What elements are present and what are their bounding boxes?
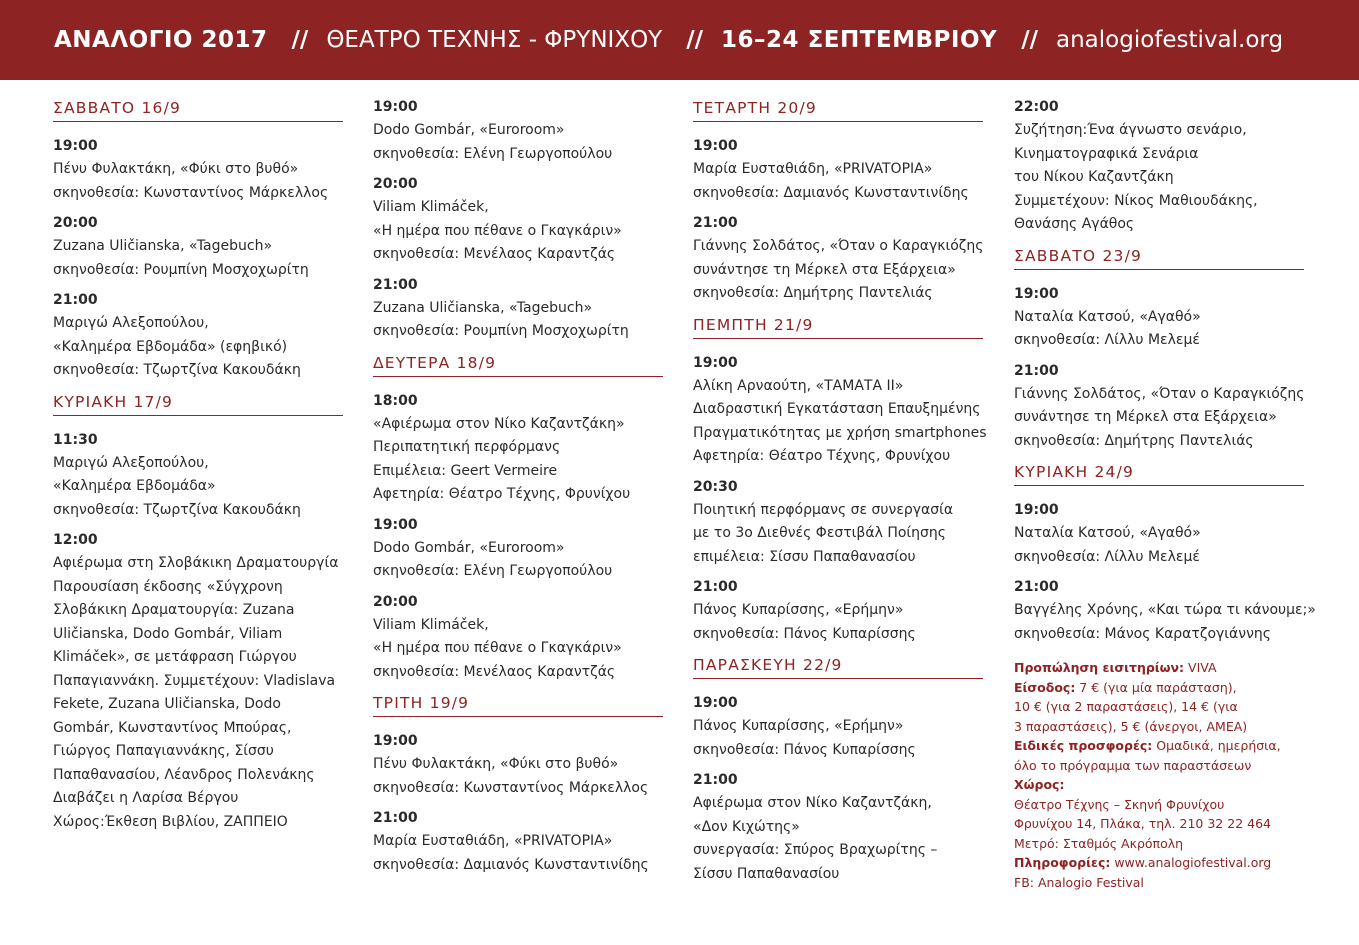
day-events — [373, 389, 663, 685]
event-entry — [53, 428, 343, 523]
ticket-key: Πληροφορίες: — [1014, 855, 1111, 870]
event-detail: «Καλημέρα Εβδομάδα» — [53, 478, 216, 494]
ticket-text: www.analogiofestival.org — [1110, 855, 1272, 870]
event-time: 19:00 — [1014, 285, 1059, 302]
event-entry — [373, 513, 663, 584]
day-events — [53, 428, 343, 835]
event-time: 19:00 — [1014, 502, 1059, 518]
event-detail: Γιώργος Παπαγιαννάκης, Σίσσυ — [53, 743, 274, 759]
ticket-line — [1014, 795, 1304, 815]
day-events — [373, 729, 663, 877]
event-detail: Αφιέρωμα στη Σλοβάκικη Δραματουργία — [53, 555, 339, 571]
event-detail: συνεργασία: Σπύρος Βραχωρίτης – — [693, 842, 938, 858]
ticket-line — [1014, 775, 1304, 795]
event-entry — [53, 528, 343, 834]
ticket-text: Φρυνίχου 14, Πλάκα, τηλ. 210 32 22 464 — [1014, 816, 1271, 831]
event-detail: Γιάννης Σολδάτος, «Όταν ο Καραγκιόζης — [693, 238, 984, 254]
event-entry — [693, 134, 983, 205]
day-events — [373, 95, 663, 344]
event-detail: Πάνος Κυπαρίσσης, «Ερήμην» — [693, 602, 904, 618]
day-events — [53, 134, 343, 383]
day-events — [1014, 498, 1316, 646]
theatre-name: ΘΕΑΤΡΟ ΤΕΧΝΗΣ - ΦΡΥΝΙΧΟΥ — [326, 27, 663, 53]
event-detail: Σλοβάκικη Δραματουργία: Zuzana — [53, 602, 295, 618]
event-detail: Θανάσης Αγάθος — [1014, 216, 1135, 232]
day-heading: ΚΥΡΙΑΚΗ 24/9 — [1014, 459, 1304, 486]
ticket-key: Ειδικές προσφορές: — [1014, 738, 1153, 753]
event-detail: «Η ημέρα που πέθανε ο Γκαγκάριν» — [373, 222, 622, 239]
event-detail: σκηνοθεσία: Κωνσταντίνος Μάρκελλος — [373, 779, 649, 796]
event-detail: Διαδραστική Εγκατάσταση Επαυξημένης — [693, 401, 981, 417]
day-events — [693, 691, 983, 886]
ticket-line — [1014, 814, 1304, 834]
ticket-text: Θέατρο Τέχνης – Σκηνή Φρυνίχου — [1014, 796, 1225, 812]
event-detail: με το 3ο Διεθνές Φεστιβάλ Ποίησης — [693, 525, 946, 541]
event-time: 19:00 — [693, 695, 738, 711]
event-entry — [53, 211, 343, 282]
event-detail: Σίσσυ Παπαθανασίου — [693, 865, 840, 882]
day-events — [693, 134, 983, 306]
ticket-text: 10 € (για 2 παραστάσεις), 14 € (για — [1014, 699, 1238, 714]
day-heading: ΠΑΡΑΣΚΕΥΗ 22/9 — [693, 652, 983, 679]
event-detail: Ποιητική περφόρμανς σε συνεργασία — [693, 501, 954, 518]
ticket-info — [1014, 658, 1304, 892]
event-detail: Γιάννης Σολδάτος, «Όταν ο Καραγκιόζης — [1014, 385, 1305, 402]
event-time: 21:00 — [693, 215, 738, 231]
event-time: 21:00 — [1014, 579, 1059, 595]
ticket-line — [1014, 756, 1304, 776]
event-detail: Κινηματογραφικά Σενάρια — [1014, 145, 1199, 162]
event-detail: σκηνοθεσία: Δημήτρης Παντελιάς — [1014, 432, 1254, 449]
event-time: 12:00 — [53, 532, 98, 548]
event-entry — [1014, 282, 1304, 353]
event-entry — [373, 806, 663, 877]
separator: // — [291, 27, 309, 53]
schedule-column-2 — [373, 95, 663, 883]
event-detail: σκηνοθεσία: Δαμιανός Κωνσταντινίδης — [373, 856, 649, 873]
schedule-column-3 — [693, 95, 987, 892]
ticket-key: Χώρος: — [1014, 777, 1065, 792]
ticket-line — [1014, 697, 1304, 717]
event-detail: σκηνοθεσία: Μάνος Καρατζογιάννης — [1014, 625, 1271, 642]
event-time: 20:00 — [53, 215, 98, 231]
event-time: 20:00 — [373, 176, 418, 192]
event-detail: σκηνοθεσία: Ελένη Γεωργοπούλου — [373, 563, 613, 579]
event-entry — [1014, 575, 1316, 646]
ticket-line — [1014, 873, 1304, 893]
ticket-text: 7 € (για μία παράσταση), — [1075, 679, 1237, 695]
event-detail: Πραγματικότητας με χρήση smartphones — [693, 424, 987, 441]
header-banner — [0, 0, 1359, 80]
event-entry — [1014, 95, 1304, 237]
event-detail: Zuzana Uličianska, «Tagebuch» — [373, 299, 593, 316]
event-detail: Διαβάζει η Λαρίσα Βέργου — [53, 790, 239, 806]
event-entry — [53, 134, 343, 205]
event-detail: Μαρία Ευσταθιάδη, «PRIVATOPIA» — [373, 833, 613, 849]
ticket-text: FB: Analogio Festival — [1014, 874, 1144, 890]
event-time: 19:00 — [693, 138, 738, 154]
day-events — [1014, 95, 1304, 237]
event-detail: Παρουσίαση έκδοσης «Σύγχρονη — [53, 578, 283, 595]
website-link[interactable]: analogiofestival.org — [1056, 27, 1284, 53]
event-detail: «Καλημέρα Εβδομάδα» (εφηβικό) — [53, 338, 288, 355]
ticket-text: VIVA — [1184, 660, 1217, 675]
event-detail: σκηνοθεσία: Δημήτρης Παντελιάς — [693, 285, 933, 301]
ticket-line — [1014, 853, 1304, 873]
event-detail: Αφιέρωμα στον Νίκο Καζαντζάκη, — [693, 795, 932, 811]
ticket-text: Μετρό: Σταθμός Ακρόπολη — [1014, 835, 1184, 851]
day-events — [693, 351, 987, 647]
event-detail: Αφετηρία: Θέατρο Τέχνης, Φρυνίχου — [693, 448, 951, 464]
event-time: 18:00 — [373, 392, 418, 409]
event-entry — [373, 172, 663, 267]
schedule-column-4 — [1014, 95, 1316, 892]
ticket-line — [1014, 736, 1304, 756]
event-entry — [373, 95, 663, 166]
event-time: 22:00 — [1014, 99, 1059, 115]
column-sections — [1014, 95, 1316, 646]
event-detail: Βαγγέλης Χρόνης, «Και τώρα τι κάνουμε;» — [1014, 602, 1316, 618]
event-entry — [693, 575, 983, 646]
ticket-line — [1014, 834, 1304, 854]
event-detail: σκηνοθεσία: Μενέλαος Καραντζάς — [373, 246, 616, 262]
event-detail: σκηνοθεσία: Ελένη Γεωργοπούλου — [373, 145, 613, 162]
event-detail: Μαρία Ευσταθιάδη, «PRIVATOPIA» — [693, 161, 933, 177]
event-entry — [53, 288, 343, 383]
day-heading: ΤΕΤΑΡΤΗ 20/9 — [693, 95, 983, 122]
event-entry — [693, 211, 983, 306]
event-entry — [693, 475, 983, 570]
event-detail: Zuzana Uličianska, «Tagebuch» — [53, 238, 273, 254]
separator: // — [686, 27, 704, 53]
event-time: 21:00 — [53, 292, 98, 308]
day-heading: ΣΑΒΒΑΤΟ 16/9 — [53, 95, 343, 122]
event-entry — [693, 768, 983, 886]
day-heading: ΤΡΙΤΗ 19/9 — [373, 690, 663, 717]
event-detail: Πάνος Κυπαρίσσης, «Ερήμην» — [693, 718, 904, 734]
event-detail: επιμέλεια: Σίσσυ Παπαθανασίου — [693, 548, 916, 565]
event-detail: σκηνοθεσία: Πάνος Κυπαρίσσης — [693, 741, 916, 758]
day-heading: ΔΕΥΤΕΡΑ 18/9 — [373, 350, 663, 377]
event-detail: Klimáček», σε μετάφραση Γιώργου — [53, 649, 297, 665]
event-time: 19:00 — [373, 733, 418, 749]
event-entry — [373, 729, 663, 800]
event-detail: σκηνοθεσία: Δαμιανός Κωνσταντινίδης — [693, 184, 969, 201]
event-detail: σκηνοθεσία: Ρουμπίνη Μοσχοχωρίτη — [53, 261, 309, 278]
separator: // — [1021, 27, 1038, 53]
event-detail: «Αφιέρωμα στον Νίκο Καζαντζάκη» — [373, 415, 625, 432]
event-detail: Αλίκη Αρναούτη, «ΤΑΜΑΤΑ ΙΙ» — [693, 377, 904, 394]
ticket-line — [1014, 717, 1304, 737]
day-heading: ΠΕΜΠΤΗ 21/9 — [693, 312, 983, 339]
event-detail: συνάντησε τη Μέρκελ στα Εξάρχεια» — [1014, 409, 1277, 425]
event-entry — [693, 351, 987, 469]
event-time: 20:00 — [373, 593, 418, 610]
event-detail: Παπαγιαννάκη. Συμμετέχουν: Vladislava — [53, 672, 336, 689]
event-time: 19:00 — [53, 138, 98, 154]
ticket-text: όλο το πρόγραμμα των παραστάσεων — [1014, 757, 1252, 773]
event-time: 21:00 — [373, 276, 418, 293]
schedule-column-1 — [53, 95, 343, 840]
event-entry — [693, 691, 983, 762]
event-detail: Πένυ Φυλακτάκη, «Φύκι στο βυθό» — [53, 161, 299, 177]
festival-title: ΑΝΑΛΟΓΙΟ 2017 — [54, 27, 268, 53]
event-time: 20:30 — [693, 478, 738, 495]
ticket-line — [1014, 678, 1304, 698]
festival-dates: 16–24 ΣΕΠΤΕΜΒΡΙΟΥ — [721, 27, 998, 53]
event-detail: Επιμέλεια: Geert Vermeire — [373, 462, 558, 479]
event-detail: Περιπατητική περφόρμανς — [373, 439, 561, 455]
event-detail: «Δον Κιχώτης» — [693, 818, 800, 835]
event-detail: Συμμετέχουν: Νίκος Μαθιουδάκης, — [1014, 192, 1258, 209]
event-detail: Συζήτηση:Ένα άγνωστο σενάριο, — [1014, 122, 1247, 138]
event-detail: Πένυ Φυλακτάκη, «Φύκι στο βυθό» — [373, 756, 619, 772]
event-detail: Dodo Gombár, «Euroroom» — [373, 539, 565, 556]
event-detail: Fekete, Zuzana Uličianska, Dodo — [53, 696, 281, 712]
event-detail: σκηνοθεσία: Κωνσταντίνος Μάρκελλος — [53, 184, 329, 201]
event-detail: συνάντησε τη Μέρκελ στα Εξάρχεια» — [693, 261, 956, 278]
event-detail: Gombár, Κωνσταντίνος Μπούρας, — [53, 719, 292, 736]
event-entry — [1014, 359, 1304, 454]
event-detail: σκηνοθεσία: Πάνος Κυπαρίσσης — [693, 625, 916, 642]
event-detail: Viliam Klimáček, — [373, 616, 489, 633]
ticket-key: Είσοδος: — [1014, 679, 1076, 695]
event-detail: Χώρος:Έκθεση Βιβλίου, ΖΑΠΠΕΙΟ — [53, 813, 288, 830]
event-entry — [1014, 498, 1304, 569]
event-detail: σκηνοθεσία: Λίλλυ Μελεμέ — [1014, 332, 1200, 348]
event-detail: Uličianska, Dodo Gombár, Viliam — [53, 625, 283, 642]
event-time: 21:00 — [373, 810, 418, 826]
day-heading: ΚΥΡΙΑΚΗ 17/9 — [53, 389, 343, 416]
ticket-key: Προπώληση εισιτηρίων: — [1014, 660, 1185, 675]
event-detail: σκηνοθεσία: Ρουμπίνη Μοσχοχωρίτη — [373, 323, 629, 339]
event-time: 19:00 — [373, 99, 418, 115]
event-detail: σκηνοθεσία: Τζωρτζίνα Κακουδάκη — [53, 362, 301, 378]
event-detail: σκηνοθεσία: Τζωρτζίνα Κακουδάκη — [53, 501, 301, 518]
event-time: 21:00 — [693, 579, 738, 595]
ticket-line — [1014, 658, 1304, 678]
event-time: 11:30 — [53, 431, 98, 448]
event-detail: Ναταλία Κατσού, «Αγαθό» — [1014, 525, 1201, 541]
event-detail: σκηνοθεσία: Μενέλαος Καραντζάς — [373, 663, 616, 680]
event-detail: Αφετηρία: Θέατρο Τέχνης, Φρυνίχου — [373, 486, 631, 502]
event-entry — [373, 273, 663, 344]
event-time: 19:00 — [373, 516, 418, 533]
day-heading: ΣΑΒΒΑΤΟ 23/9 — [1014, 243, 1304, 270]
event-entry — [373, 389, 663, 507]
event-detail: «Η ημέρα που πέθανε ο Γκαγκάριν» — [373, 640, 622, 656]
event-time: 21:00 — [1014, 362, 1059, 379]
event-detail: Ναταλία Κατσού, «Αγαθό» — [1014, 308, 1201, 325]
event-time: 21:00 — [693, 772, 738, 788]
event-detail: Dodo Gombár, «Euroroom» — [373, 122, 565, 138]
event-entry — [373, 590, 663, 685]
event-detail: του Νίκου Καζαντζάκη — [1014, 169, 1174, 185]
event-time: 19:00 — [693, 354, 738, 371]
day-events — [1014, 282, 1304, 454]
event-detail: Viliam Klimáček, — [373, 199, 489, 215]
event-detail: Παπαθανασίου, Λέανδρος Πολενάκης — [53, 766, 315, 783]
event-detail: Μαριγώ Αλεξοπούλου, — [53, 315, 209, 331]
event-detail: Μαριγώ Αλεξοπούλου, — [53, 454, 209, 471]
event-detail: σκηνοθεσία: Λίλλυ Μελεμέ — [1014, 548, 1200, 565]
ticket-text: Ομαδικά, ημερήσια, — [1152, 738, 1281, 753]
ticket-text: 3 παραστάσεις), 5 € (άνεργοι, ΑΜΕΑ) — [1014, 718, 1248, 734]
